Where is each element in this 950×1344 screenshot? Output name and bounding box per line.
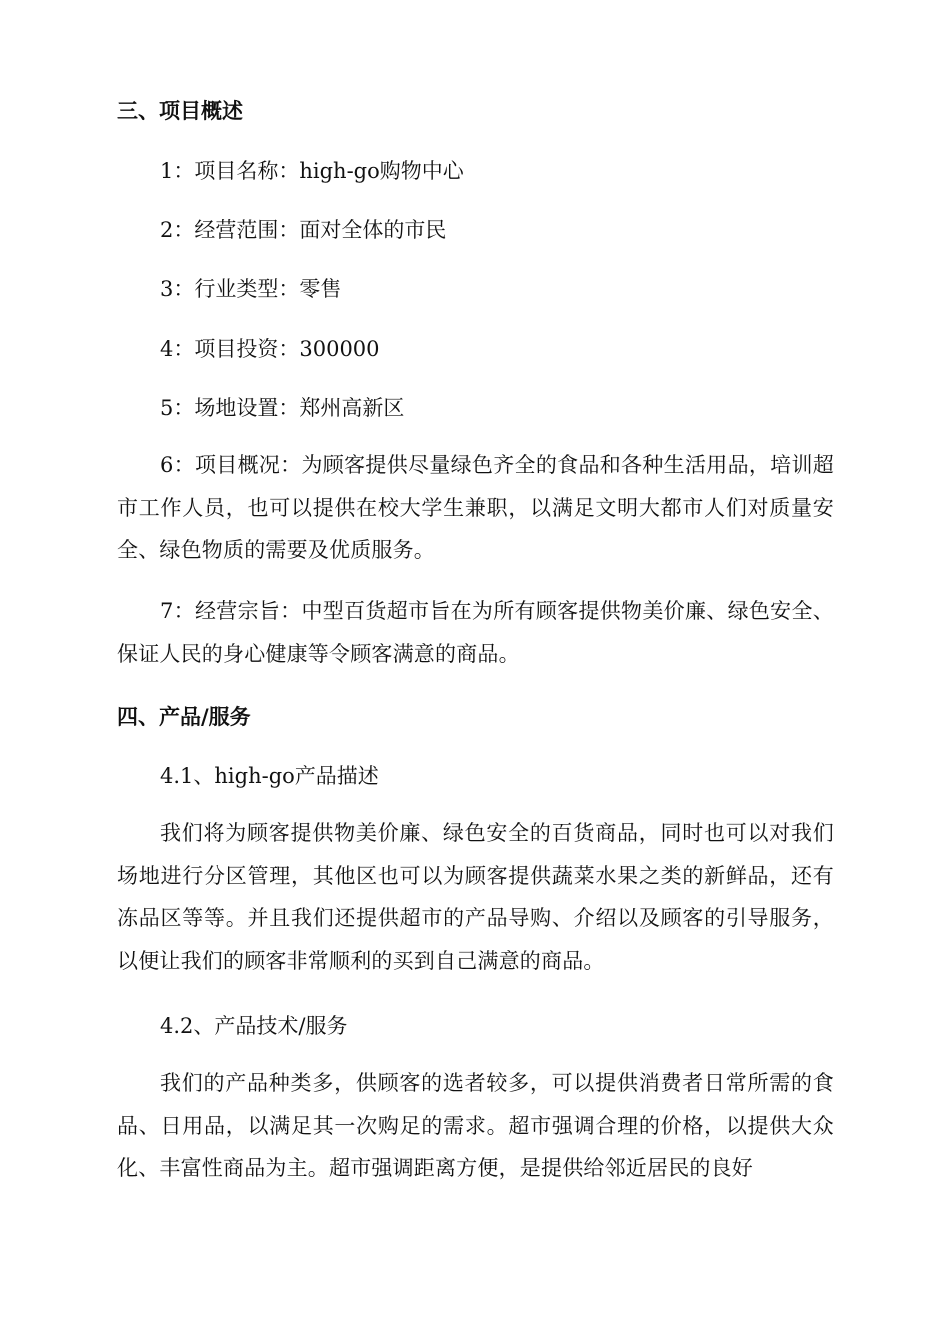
subsection-4-2-title: 4.2、产品技术/服务	[160, 1014, 348, 1038]
paragraph-product-description: 我们将为顾客提供物美价廉、绿色安全的百货商品，同时也可以对我们场地进行分区管理，其他区也可以为顾客提供蔬菜水果之类的新鲜品，还有冻品区等等。并且我们还提供超市的产品导购、介绍以及顾客的引导服务，以便让我们的顾客非常顺利的买到自己满意的商品。	[117, 821, 834, 973]
paragraph-product-technology: 我们的产品种类多，供顾客的选者较多，可以提供消费者日常所需的食品、日用品，以满足其一次购足的需求。超市强调合理的价格，以提供大众化、丰富性商品为主。超市强调距离方便，是提供给邻近居民的良好	[117, 1071, 834, 1180]
item-project-name: 1：项目名称：high-go购物中心	[160, 159, 464, 183]
item-industry-type: 3：行业类型：零售	[160, 277, 342, 301]
section-3-heading: 三、项目概述	[117, 99, 243, 123]
subsection-4-1-title: 4.1、high-go产品描述	[160, 764, 379, 788]
paragraph-project-overview: 6：项目概况：为顾客提供尽量绿色齐全的食品和各种生活用品，培训超市工作人员，也可以提供在校大学生兼职，以满足文明大都市人们对质量安全、绿色物质的需要及优质服务。	[117, 453, 834, 562]
item-location: 5：场地设置：郑州高新区	[160, 396, 405, 420]
item-investment: 4：项目投资：300000	[160, 337, 380, 361]
section-4-heading: 四、产品/服务	[117, 705, 251, 729]
item-business-scope: 2：经营范围：面对全体的市民	[160, 218, 447, 242]
paragraph-business-purpose: 7：经营宗旨：中型百货超市旨在为所有顾客提供物美价廉、绿色安全、保证人民的身心健康等令顾客满意的商品。	[117, 599, 834, 666]
